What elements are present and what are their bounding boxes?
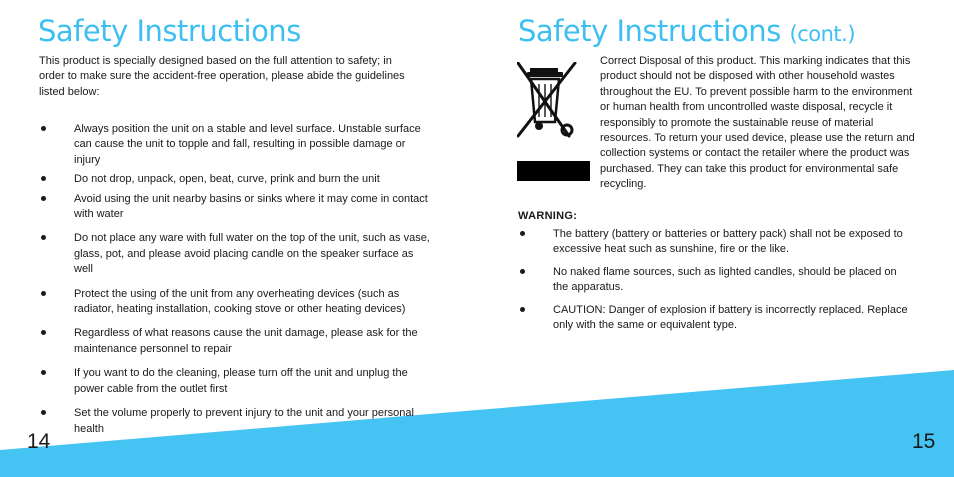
warning-heading: WARNING: <box>518 210 578 222</box>
bullet-icon <box>41 235 46 240</box>
bullet-icon <box>41 370 46 375</box>
page-number-right: 15 <box>912 430 936 453</box>
list-item: If you want to do the cleaning, please turn off the unit and unplug the power cable from the outlet first <box>39 366 434 397</box>
page-number-left: 14 <box>27 430 51 453</box>
bullet-icon <box>41 196 46 201</box>
list-item: Avoid using the unit nearby basins or sinks where it may come in contact with water <box>39 192 434 223</box>
title-suffix: (cont.) <box>789 22 856 46</box>
warning-bullet-list <box>518 227 908 340</box>
safety-bullet-list <box>39 122 434 441</box>
right-page-title: Safety Instructions (cont.) <box>518 14 856 48</box>
bullet-icon <box>520 231 525 236</box>
list-item: Always position the unit on a stable and level surface. Unstable surface can cause the unit to topple and fall, resulting in possible damage or injury <box>39 122 434 168</box>
disposal-text: Correct Disposal of this product. This marking indicates that this product should not be disposed with other household wastes throughout the EU. To prevent possible harm to the environment or human health from uncontrolled waste disposal, recycle it responsibly to promote the sustainable reuse of material resources. To return your used device, please use the return and collection systems or contact the retailer where the product was purchased. They can take this product for environmental safe recycling. <box>600 55 915 191</box>
list-item: Do not place any ware with full water on the top of the unit, such as vase, glass, pot, and please avoid placing candle on the speaker surface as well <box>39 231 434 277</box>
list-item: Set the volume properly to prevent injury to the unit and your personal health <box>39 406 434 437</box>
left-page-title: Safety Instructions <box>38 14 301 48</box>
bullet-icon <box>520 269 525 274</box>
bullet-icon <box>41 291 46 296</box>
left-page-intro: This product is specially designed based on the full attention to safety; in order to make sure the accident-free operation, please abide the guidelines listed below: <box>39 55 405 98</box>
bullet-icon <box>41 176 46 181</box>
crossed-out-wheelie-bin-icon <box>517 62 583 147</box>
list-item: CAUTION: Danger of explosion if battery is incorrectly replaced. Replace only with the same or equivalent type. <box>518 303 908 334</box>
list-item: Protect the using of the unit from any overheating devices (such as radiator, heating installation, cooking stove or other heating devices) <box>39 287 434 318</box>
bullet-icon <box>41 410 46 415</box>
bullet-icon <box>41 330 46 335</box>
list-item: No naked flame sources, such as lighted candles, should be placed on the apparatus. <box>518 265 908 296</box>
weee-solid-bar <box>517 161 590 181</box>
bullet-icon <box>520 307 525 312</box>
list-item: Regardless of what reasons cause the unit damage, please ask for the maintenance personnel to repair <box>39 326 434 357</box>
list-item: The battery (battery or batteries or battery pack) shall not be exposed to excessive heat such as sunshine, fire or the like. <box>518 227 908 258</box>
list-item: Do not drop, unpack, open, beat, curve, prink and burn the unit <box>39 172 434 187</box>
bullet-icon <box>41 126 46 131</box>
